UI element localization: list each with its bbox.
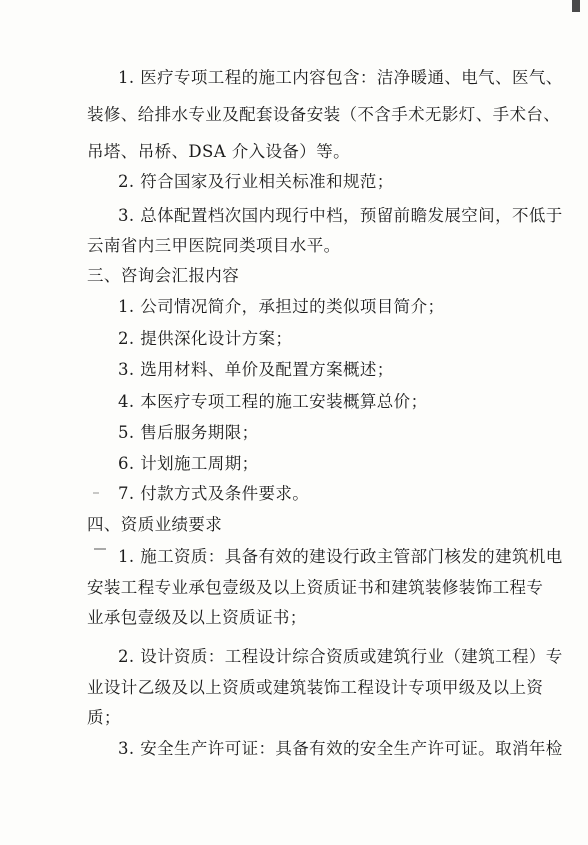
qualification-3-line-1: 3. 安全生产许可证：具备有效的安全生产许可证。取消年检 (118, 739, 563, 758)
qualification-2-line-1: 2. 设计资质：工程设计综合资质或建筑行业（建筑工程）专 (118, 647, 563, 666)
report-item-7: 7. 付款方式及条件要求。 (118, 484, 310, 503)
section-heading-4: 四、资质业绩要求 (87, 515, 223, 534)
item-1-medical-scope-line-3: 吊塔、吊桥、DSA 介入设备）等。 (87, 142, 350, 161)
item-3-config-line-1: 3. 总体配置档次国内现行中档，预留前瞻发展空间，不低于 (118, 206, 563, 225)
section-heading-3: 三、咨询会汇报内容 (87, 266, 240, 285)
qualification-1-line-2: 安装工程专业承包壹级及以上资质证书和建筑装修装饰工程专 (87, 578, 544, 597)
qualification-1-line-1: 1. 施工资质：具备有效的建设行政主管部门核发的建筑机电 (118, 547, 563, 566)
scan-corner-mark (572, 0, 580, 12)
scan-smudge (93, 492, 99, 494)
qualification-2-line-3: 质； (87, 708, 121, 727)
report-item-1: 1. 公司情况简介，承担过的类似项目简介； (118, 297, 445, 316)
report-item-4: 4. 本医疗专项工程的施工安装概算总价； (118, 392, 428, 411)
item-2-standards: 2. 符合国家及行业相关标准和规范； (118, 172, 394, 191)
report-item-3: 3. 选用材料、单价及配置方案概述； (118, 360, 394, 379)
qualification-2-line-2: 业设计乙级及以上资质或建筑装饰工程设计专项甲级及以上资 (87, 678, 544, 697)
qualification-1-line-3: 业承包壹级及以上资质证书； (87, 608, 307, 627)
report-item-2: 2. 提供深化设计方案； (118, 329, 293, 348)
report-item-6: 6. 计划施工周期； (118, 454, 259, 473)
report-item-5: 5. 售后服务期限； (118, 423, 259, 442)
item-1-medical-scope-line-2: 装修、给排水专业及配套设备安装（不含手术无影灯、手术台、 (87, 105, 561, 124)
scan-smudge (94, 548, 106, 550)
item-1-medical-scope-line-1: 1. 医疗专项工程的施工内容包含：洁净暖通、电气、医气、 (118, 68, 563, 87)
item-3-config-line-2: 云南省内三甲医院同类项目水平。 (87, 236, 341, 255)
